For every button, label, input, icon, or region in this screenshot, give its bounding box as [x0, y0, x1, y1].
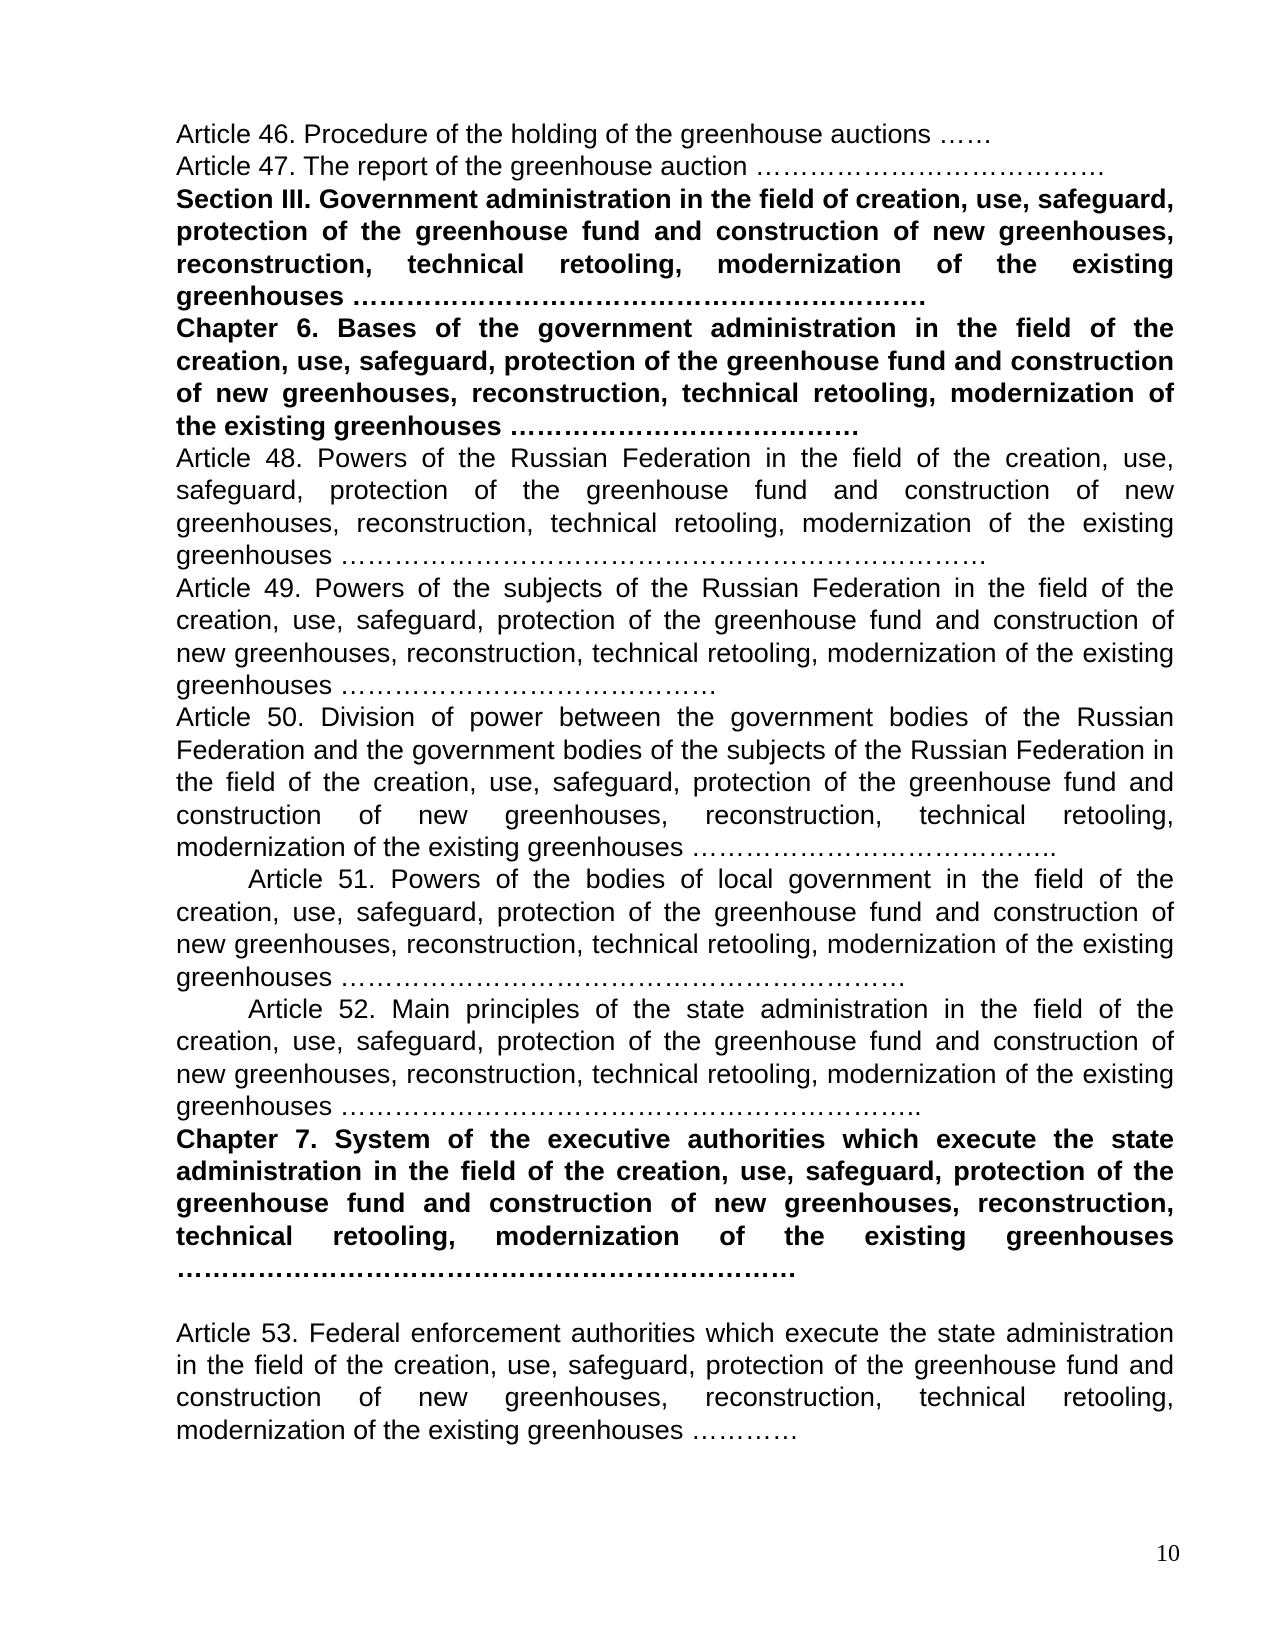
toc-entry-article-52: Article 52. Main principles of the state administration in the field of the creation, use, safeguard, protection of the greenhouse fund and construction of new greenhouses, reconstruction, technical retooling, modernization of the existing greenhouses ……………………………………………………….. — [176, 993, 1174, 1122]
table-of-contents — [176, 118, 1174, 1446]
page-number: 10 — [1156, 1541, 1180, 1567]
toc-entry-article-51: Article 51. Powers of the bodies of local government in the field of the creation, use, safeguard, protection of the greenhouse fund and construction of new greenhouses, reconstruction, technical retooling, modernization of the existing greenhouses ……………………………………………………… — [176, 864, 1174, 992]
toc-entry-article-49: Article 49. Powers of the subjects of the Russian Federation in the field of the creation, use, safeguard, protection of the greenhouse fund and construction of new greenhouses, reconstruction, technical retooling, modernization of the existing greenhouses …………………………………… — [176, 572, 1174, 700]
toc-entry-article-48: Article 48. Powers of the Russian Federation in the field of the creation, use, safeguard, protection of the greenhouse fund and construction of new greenhouses, reconstruction, technical retooling, modernization of the existing greenhouses ……………………………………………………………… — [176, 443, 1174, 571]
toc-entry-article-46: Article 46. Procedure of the holding of the greenhouse auctions …… — [176, 119, 993, 149]
toc-entry-article-47: Article 47. The report of the greenhouse auction ………………………………… — [176, 151, 1106, 182]
toc-chapter-6-heading: Chapter 6. Bases of the government administration in the field of the creation, use, safeguard, protection of the greenhouse fund and construction of new greenhouses, reconstruction, technical retooling, modernization of the existing greenhouses ………………………………… — [176, 313, 1174, 441]
toc-section-3-heading: Section III. Government administration in the field of creation, use, safeguard, protection of the greenhouse fund and construction of new greenhouses, reconstruction, technical retooling, modernization of the existing greenhouses ………………………………………………………. — [176, 183, 1174, 312]
paragraph-gap — [176, 1285, 1174, 1317]
toc-chapter-7-heading: Chapter 7. System of the executive authorities which execute the state administration in the field of the creation, use, safeguard, protection of the greenhouse fund and construction of new greenhouses, reconstruction, technical retooling, modernization of the existing greenhouses …………………………………………………………… — [176, 1123, 1174, 1284]
toc-entry-article-53: Article 53. Federal enforcement authorities which execute the state administration in the field of the creation, use, safeguard, protection of the greenhouse fund and construction of new greenhouses, reconstruction, technical retooling, modernization of the existing greenhouses ………… — [176, 1317, 1174, 1445]
toc-entry-article-50: Article 50. Division of power between the government bodies of the Russian Federation and the government bodies of the subjects of the Russian Federation in the field of the creation, use, safeguard, protection of the greenhouse fund and construction of new greenhouses, reconstruction, technical retooling, modernization of the existing greenhouses ………………………………….. — [176, 702, 1174, 862]
